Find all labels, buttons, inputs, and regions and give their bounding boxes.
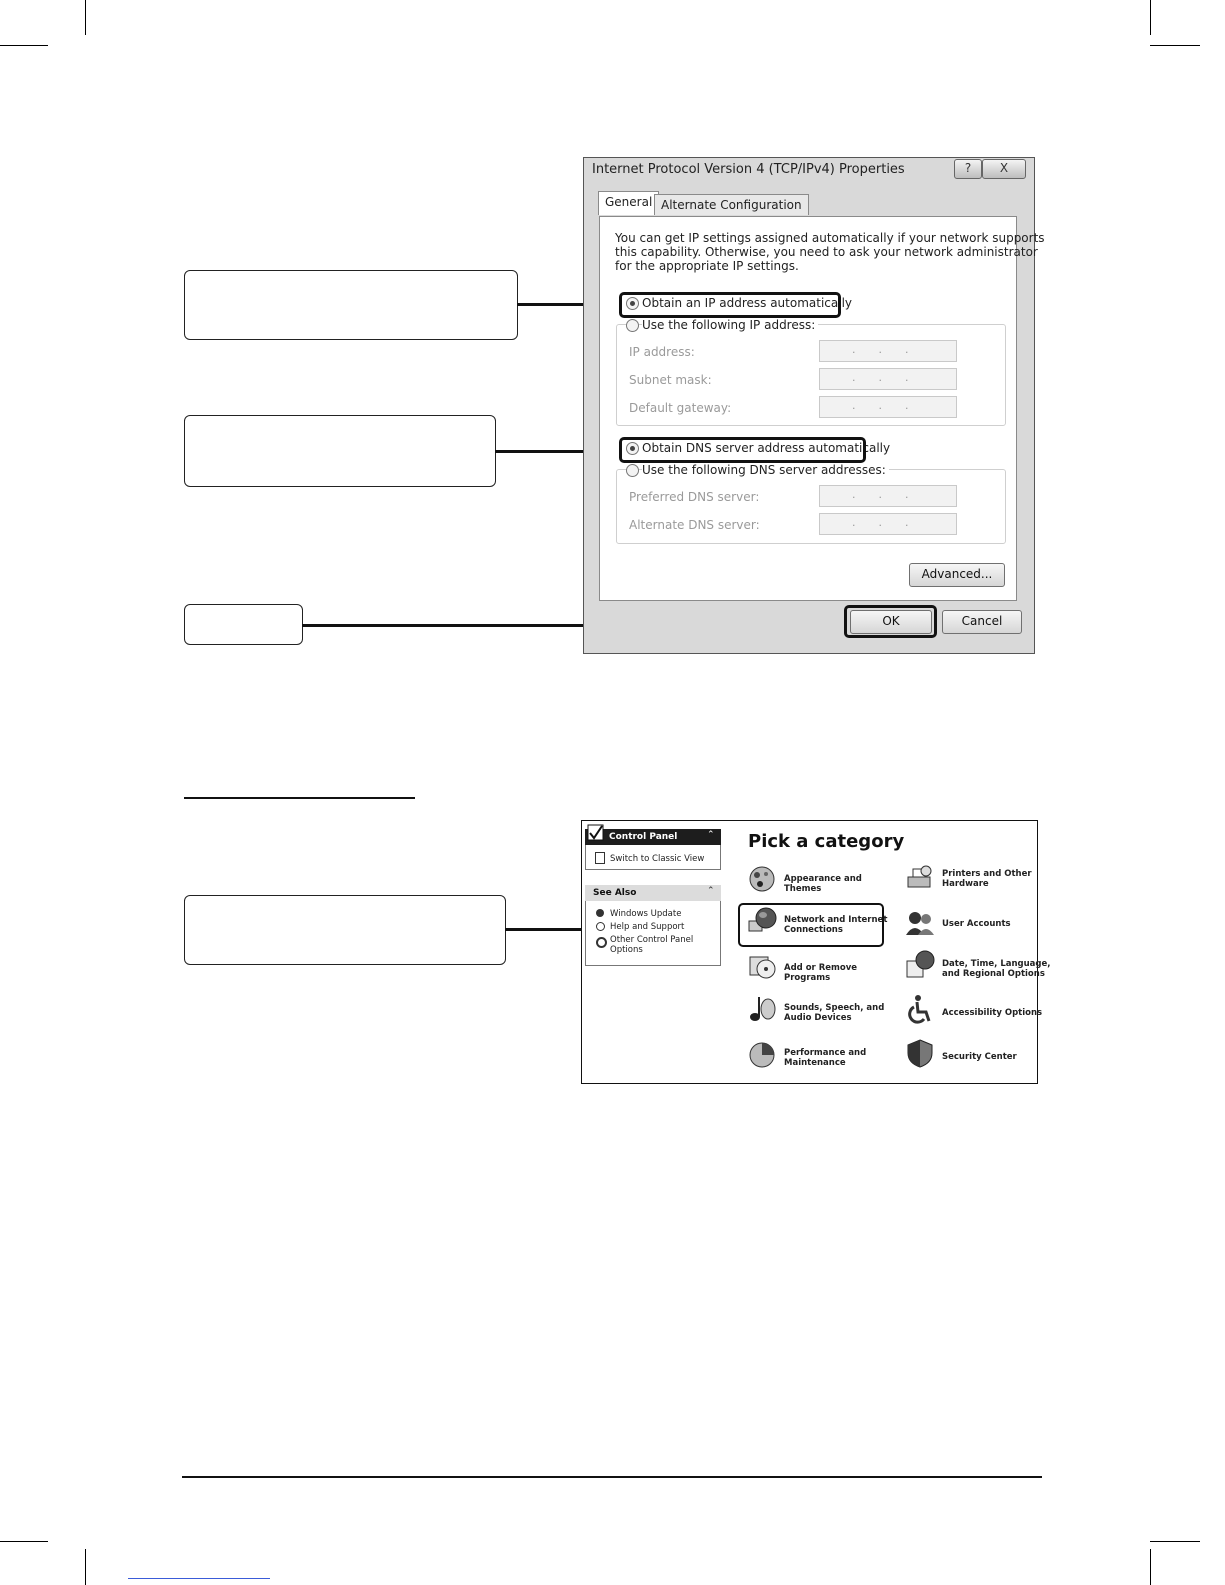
preferred-dns-field[interactable]: ... <box>819 485 957 507</box>
subnet-mask-field[interactable]: ... <box>819 368 957 390</box>
appearance-themes-icon <box>746 863 778 895</box>
crop-mark <box>1150 45 1200 46</box>
general-panel <box>599 216 1045 601</box>
crop-mark <box>1150 1549 1151 1585</box>
ip-address-field[interactable]: ... <box>819 340 957 362</box>
crop-mark <box>0 45 48 46</box>
sidebar-control-panel-header: Control Panel <box>585 829 721 845</box>
highlight-network-category <box>738 903 884 947</box>
performance-maintenance-icon <box>746 1037 778 1069</box>
callout-ok <box>184 604 303 645</box>
use-following-ip-radio[interactable] <box>626 319 639 332</box>
sounds-speech-icon <box>746 993 778 1025</box>
callout-network <box>184 895 506 965</box>
ip-address-label: IP address: <box>629 345 695 359</box>
intro-text-line: this capability. Otherwise, you need to ask your network administrator <box>615 245 1038 259</box>
category-network-internet[interactable]: Network and Internet Connections <box>784 915 888 935</box>
default-gateway-label: Default gateway: <box>629 401 732 415</box>
category-user-accounts[interactable]: User Accounts <box>942 919 1011 929</box>
category-appearance-themes[interactable]: Appearance and Themes <box>784 874 862 894</box>
crop-mark <box>1150 1541 1200 1542</box>
footer-link-underline <box>128 1578 270 1579</box>
ok-button[interactable]: OK <box>850 610 932 634</box>
section-heading-underline <box>184 797 415 799</box>
category-accessibility[interactable]: Accessibility Options <box>942 1008 1043 1018</box>
crop-mark <box>85 0 86 35</box>
see-also-other-options[interactable]: Other Control Panel <box>610 935 694 945</box>
footer-rule <box>182 1476 1042 1478</box>
switch-view-icon <box>595 852 605 864</box>
category-printers-hardware[interactable]: Printers and Other Hardware <box>942 869 1032 889</box>
tab-general[interactable]: General <box>598 191 659 215</box>
category-date-time-language[interactable]: Date, Time, Language, and Regional Options <box>942 959 1051 979</box>
collapse-chevron-icon[interactable]: ⌃ <box>707 886 715 896</box>
category-sounds-speech[interactable]: Sounds, Speech, and Audio Devices <box>784 1003 885 1023</box>
use-following-ip-label[interactable]: Use the following IP address: <box>642 318 818 332</box>
see-also-help-support[interactable]: Help and Support <box>610 922 685 932</box>
highlight-obtain-ip <box>619 292 841 318</box>
accessibility-icon <box>904 993 936 1025</box>
cancel-button[interactable]: Cancel <box>942 610 1022 634</box>
pick-category-heading: Pick a category <box>748 831 905 852</box>
category-performance-maintenance[interactable]: Performance and Maintenance <box>784 1048 867 1068</box>
obtain-dns-auto-label[interactable]: Obtain DNS server address automatically <box>642 441 891 455</box>
category-add-remove-programs[interactable]: Add or Remove Programs <box>784 963 858 983</box>
default-gateway-field[interactable]: ... <box>819 396 957 418</box>
security-center-icon <box>904 1037 936 1069</box>
crop-mark <box>1150 0 1151 35</box>
crop-mark <box>85 1549 86 1585</box>
callout-dns-auto <box>184 415 496 487</box>
ipv4-properties-dialog <box>583 157 1045 654</box>
switch-classic-view-link[interactable]: Switch to Classic View <box>610 854 705 864</box>
intro-text-line: You can get IP settings assigned automatically if your network supports <box>615 231 1045 245</box>
subnet-mask-label: Subnet mask: <box>629 373 712 387</box>
advanced-button[interactable]: Advanced... <box>909 563 1005 587</box>
preferred-dns-label: Preferred DNS server: <box>629 490 760 504</box>
category-security-center[interactable]: Security Center <box>942 1052 1017 1062</box>
close-button[interactable]: X <box>982 159 1026 179</box>
see-also-other-options-line2[interactable]: Options <box>610 945 643 955</box>
other-options-icon <box>596 937 607 948</box>
intro-text-line: for the appropriate IP settings. <box>615 259 799 273</box>
crop-mark <box>0 1541 48 1542</box>
add-remove-programs-icon <box>746 949 778 981</box>
date-time-language-icon <box>904 949 936 981</box>
help-support-icon <box>596 922 605 931</box>
callout-ip-auto <box>184 270 518 340</box>
see-also-header: See Also <box>585 885 721 901</box>
see-also-windows-update[interactable]: Windows Update <box>610 909 682 919</box>
alternate-dns-label: Alternate DNS server: <box>629 518 760 532</box>
collapse-chevron-icon[interactable]: ⌃ <box>707 830 715 840</box>
windows-update-icon <box>596 909 604 917</box>
user-accounts-icon <box>904 907 936 939</box>
obtain-ip-auto-label[interactable]: Obtain an IP address automatically <box>642 296 853 310</box>
tab-alternate-configuration[interactable]: Alternate Configuration <box>654 194 809 215</box>
control-panel-icon <box>587 823 605 843</box>
use-following-dns-label[interactable]: Use the following DNS server addresses: <box>642 463 889 477</box>
printers-hardware-icon <box>904 863 936 895</box>
alternate-dns-field[interactable]: ... <box>819 513 957 535</box>
help-button[interactable]: ? <box>954 159 982 179</box>
use-following-dns-radio[interactable] <box>626 464 639 477</box>
dialog-title: Internet Protocol Version 4 (TCP/IPv4) Properties <box>592 162 905 177</box>
highlight-obtain-dns <box>619 437 866 463</box>
control-panel-window <box>581 820 1051 1084</box>
highlight-ok <box>844 605 937 638</box>
